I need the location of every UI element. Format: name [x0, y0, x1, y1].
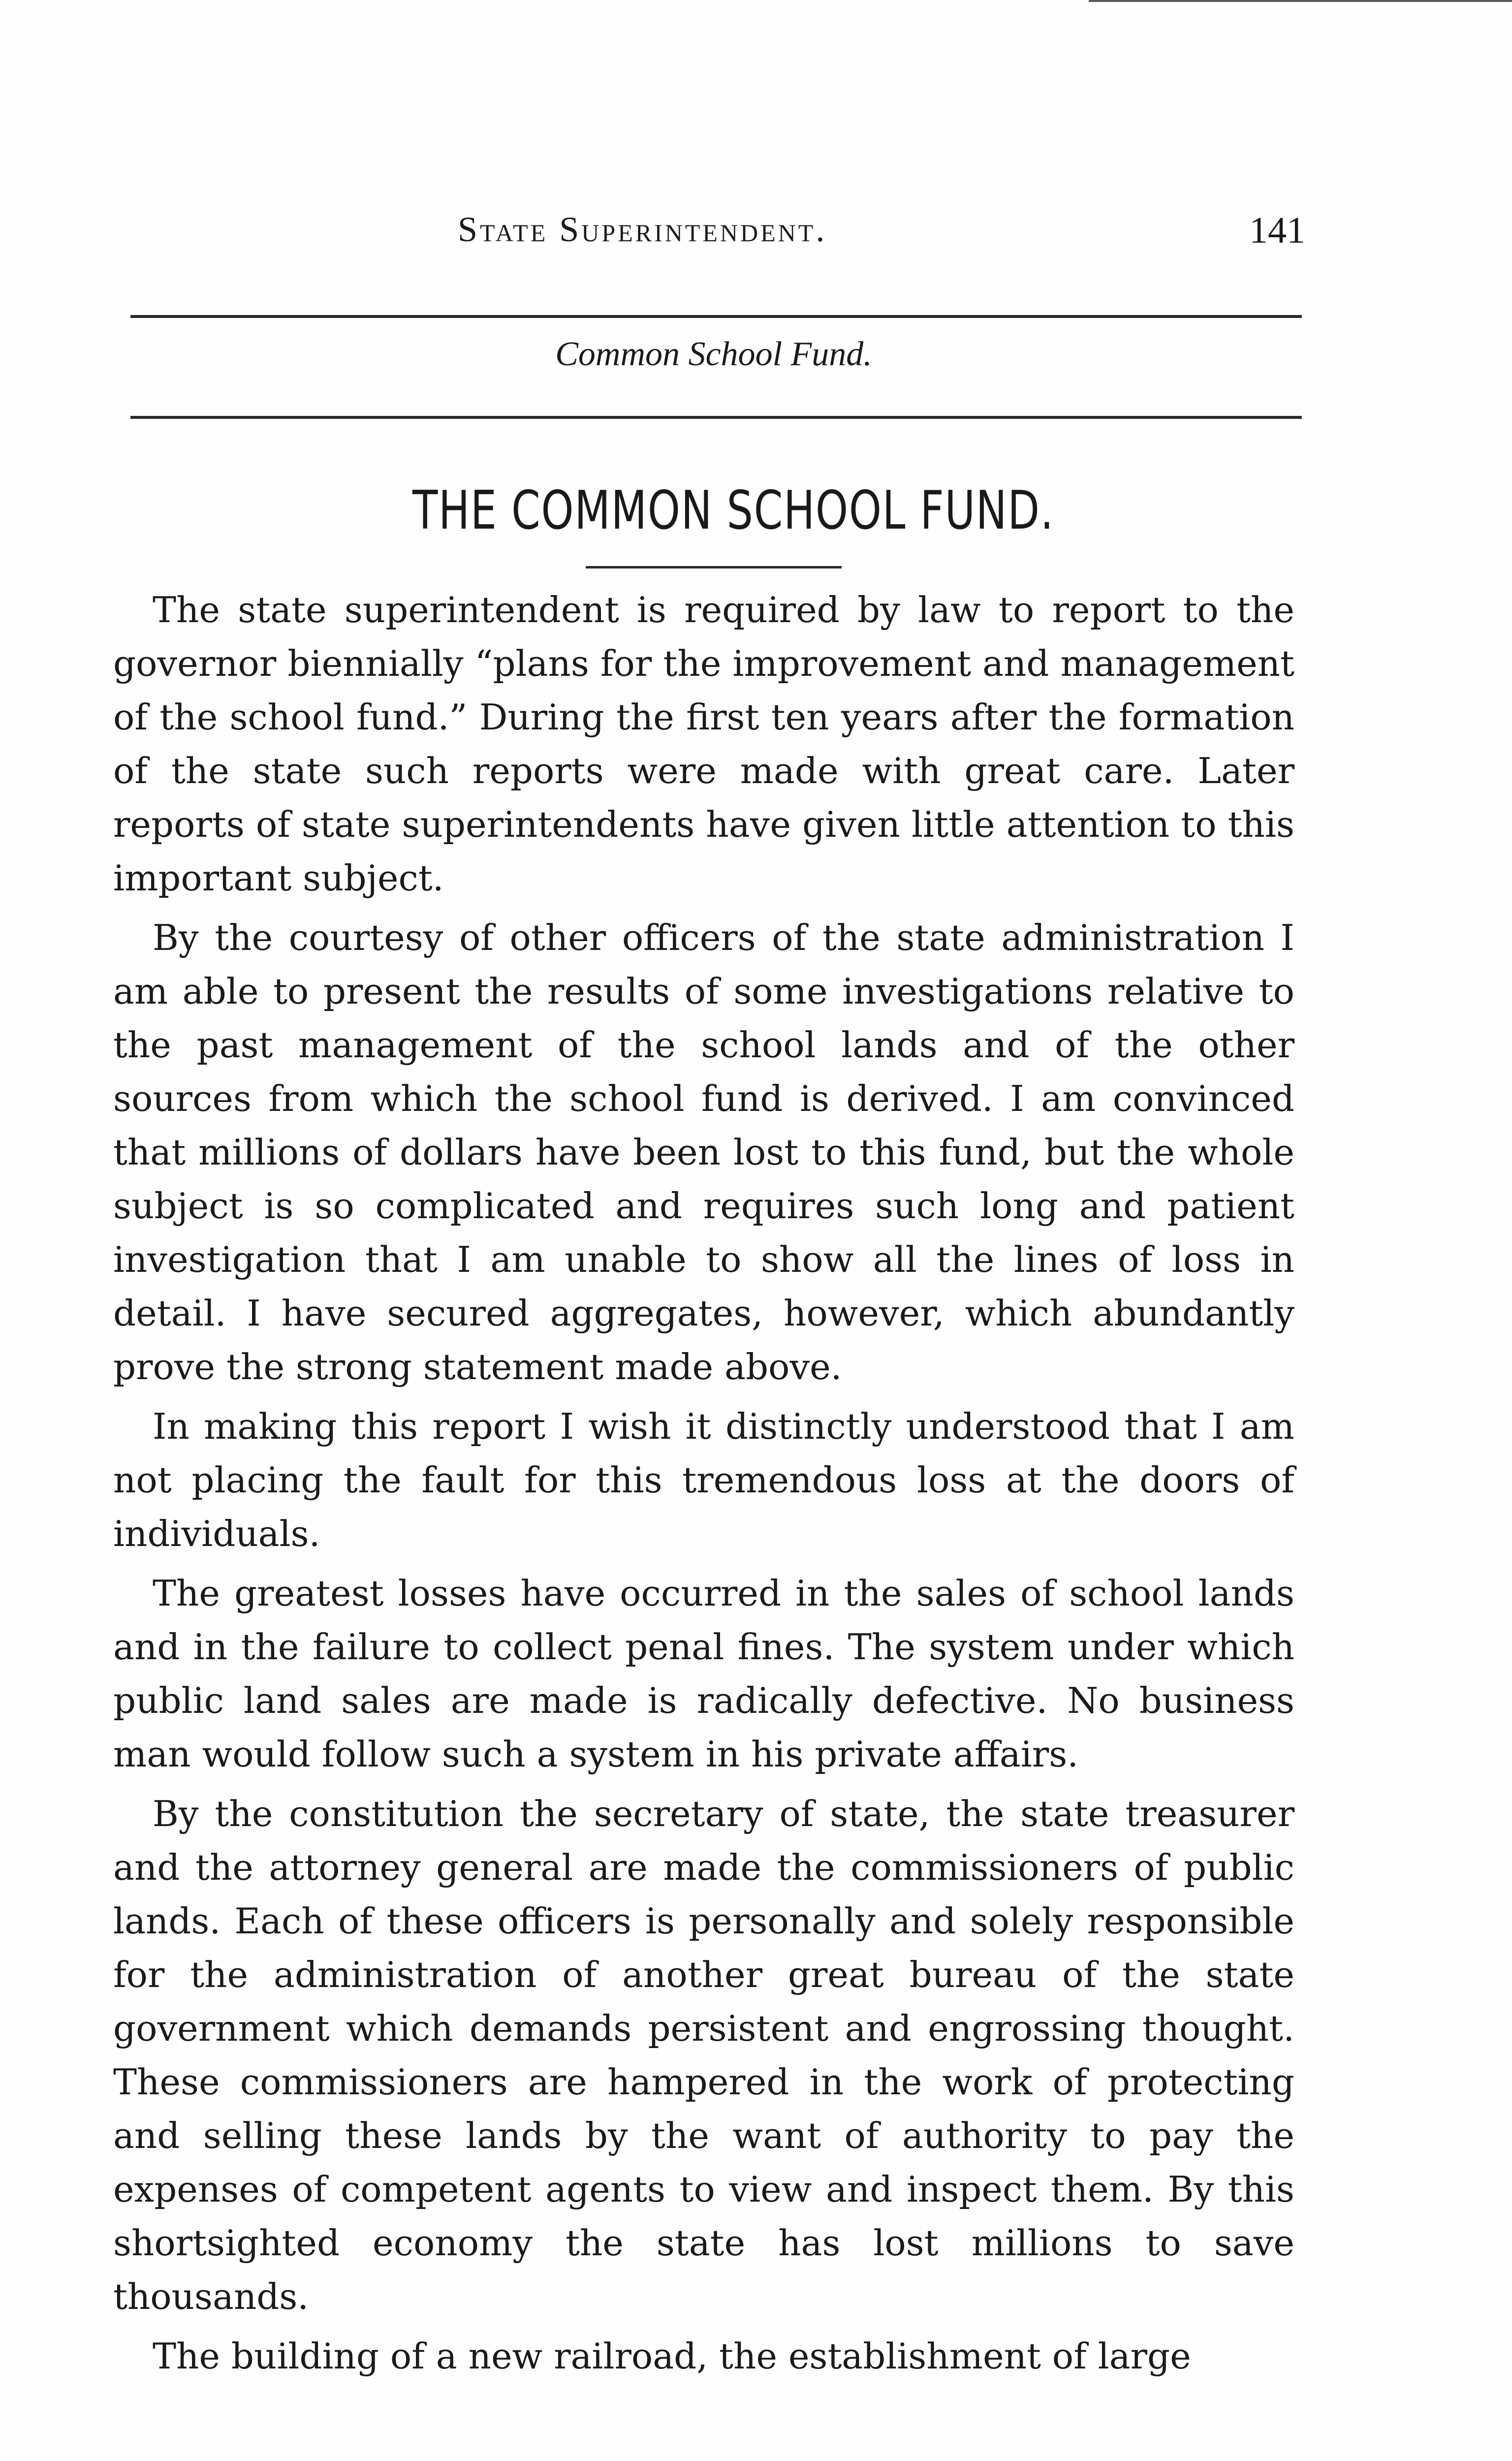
- paragraph: The state superintendent is required by law to report to the governor biennially “plans for the improvement and management of the school fund.” During the first ten years after the formation of the state such reports were made with great care. Later reports of state superintendents have given little attention to this important subject.: [113, 589, 1294, 899]
- section-heading: Common School Fund.: [555, 335, 872, 373]
- running-header: State Superintendent.: [458, 210, 827, 249]
- paragraph: By the constitution the secretary of state, the state treasurer and the attorney general are made the commissioners of public lands. Each of these officers is personally and solely responsible for the administration of another great bureau of the state government which demands persistent and engrossing thought. These commissioners are hampered in the work of protecting and selling these lands by the want of authority to pay the expenses of competent agents to view and inspect them. By this shortsighted economy the state has lost millions to save thousands.: [113, 1793, 1294, 2317]
- page-number: 141: [1249, 210, 1305, 251]
- article-title: THE COMMON SCHOOL FUND.: [412, 480, 1055, 541]
- paragraph: The building of a new railroad, the establishment of large: [153, 2335, 1191, 2377]
- paragraph: By the courtesy of other officers of the state administration I am able to present the results of some investigations relative to the past management of the school lands and of the other sources from which the school fund is derived. I am convinced that millions of dollars have been lost to this fund, but the whole subject is so complicated and requires such long and patient investigation that I am unable to show all the lines of loss in detail. I have secured aggregates, however, which abundantly prove the strong statement made above.: [113, 917, 1294, 1388]
- paragraph: The greatest losses have occurred in the sales of school lands and in the failure to collect penal fines. The system under which public land sales are made is radically defective. No business man would follow such a system in his private affairs.: [113, 1573, 1294, 1775]
- title-underline-rule: [586, 566, 842, 568]
- header-rule-top: [130, 315, 1302, 318]
- top-edge-rule: [1089, 0, 1512, 2]
- article-body: [113, 583, 1294, 2389]
- paragraph: In making this report I wish it distinctly understood that I am not placing the fault for this tremendous loss at the doors of individuals.: [113, 1406, 1294, 1554]
- header-rule-bottom: [130, 416, 1302, 419]
